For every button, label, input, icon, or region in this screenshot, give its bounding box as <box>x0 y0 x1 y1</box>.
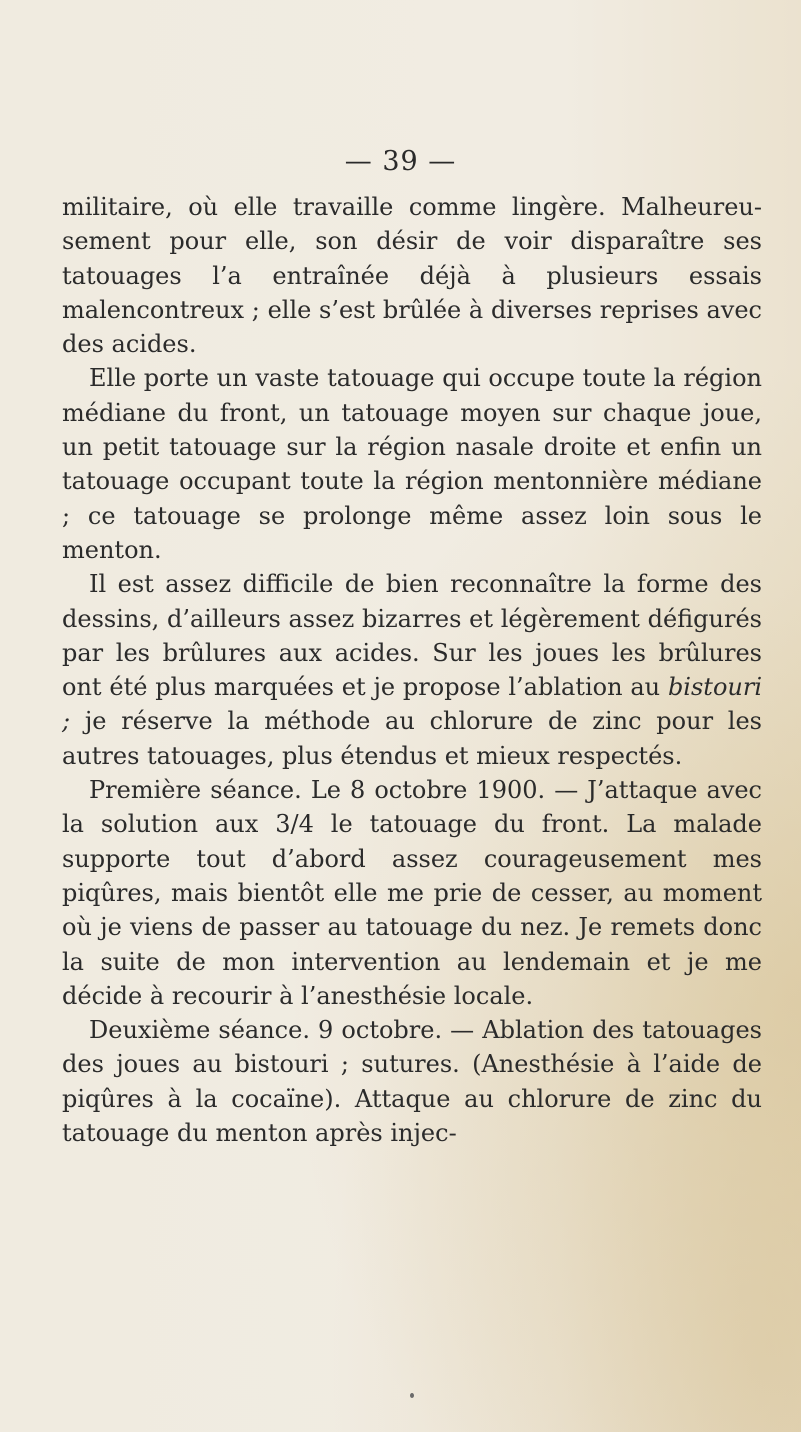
paragraph-text: militaire, où elle travaille comme lingère. Malheureusement pour elle, son désir de voir disparaître ses tatouages l’a entraînée déjà à plusieurs essais malencontreux ; elle s’est brûlée à diverses reprises avec des acides. <box>62 193 762 359</box>
paragraph-text: Il est assez difficile de bien reconnaître la forme des dessins, d’ailleurs assez bizarres et légèrement défigurés par les brûlures aux acides. Sur les joues les brûlures ont été plus marquées et je propose l’ablation au <box>62 570 762 702</box>
page-number: — 39 — <box>344 146 457 177</box>
paragraph-3 <box>62 567 762 773</box>
paragraph-4 <box>62 773 762 1013</box>
paper-speck <box>410 1393 414 1398</box>
paragraph-2 <box>62 361 762 567</box>
paragraph-5 <box>62 1013 762 1150</box>
paragraph-1 <box>62 190 762 361</box>
paragraph-text: Elle porte un vaste tatouage qui occupe toute la région médiane du front, un tatouage moyen sur chaque joue, un petit tatouage sur la région nasale droite et enfin un tatouage occupant toute la région mentonnière médiane ; ce tatouage se prolonge même assez loin sous le menton. <box>62 364 762 564</box>
paragraph-text: Deuxième séance. 9 octobre. — Ablation des tatouages des joues au bistouri ; sutures. (Anesthésie à l’aide de piqûres à la cocaïne). Attaque au chlorure de zinc du tatouage du menton après injec- <box>62 1016 762 1148</box>
italic-term: bistouri ; <box>62 673 762 736</box>
paragraph-text: je réserve la méthode au chlorure de zinc pour les autres tatouages, plus étendus et mieux respectés. <box>62 707 762 770</box>
body-text <box>62 190 762 1150</box>
paragraph-text: Première séance. Le 8 octobre 1900. — J’attaque avec la solution aux 3/4 le tatouage du front. La malade supporte tout d’abord assez courageusement mes piqûres, mais bientôt elle me prie de cesser, au moment où je viens de passer au tatouage du nez. Je remets donc la suite de mon intervention au lendemain et je me décide à recourir à l’anesthésie locale. <box>62 776 762 1010</box>
